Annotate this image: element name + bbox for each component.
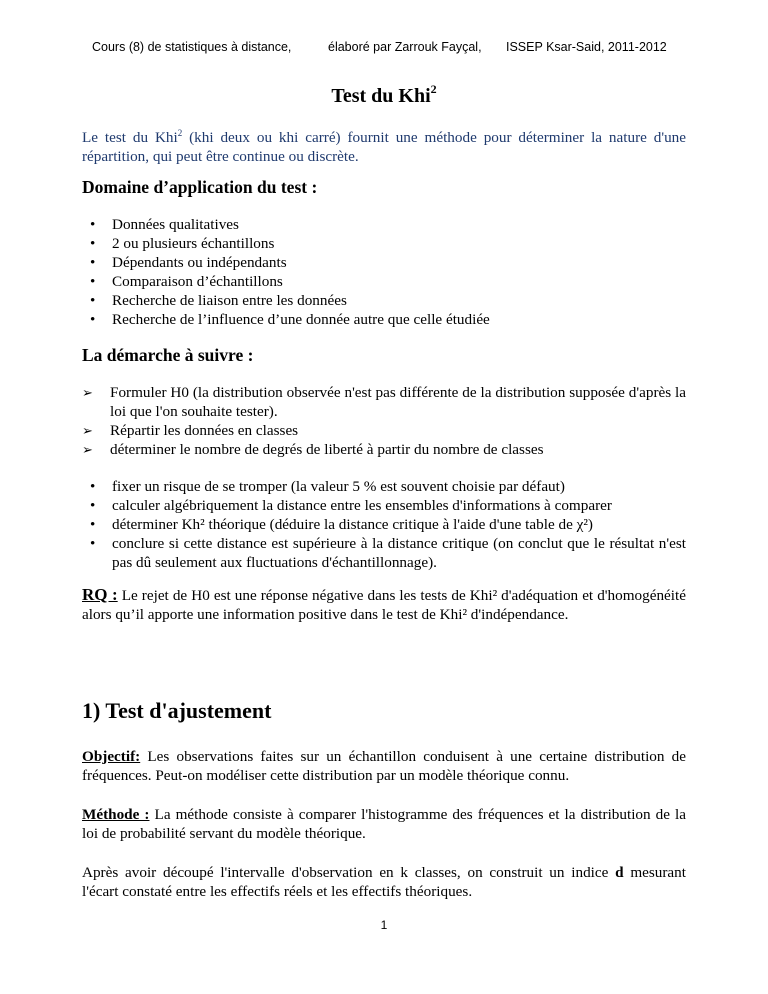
intro-superscript: 2 [177, 128, 183, 138]
method-paragraph [82, 805, 686, 843]
header-course: Cours (8) de statistiques à distance, [92, 40, 292, 54]
list-item-text: Recherche de liaison entre les données [112, 292, 347, 309]
list-item [82, 215, 490, 234]
bullet-dot-icon: • [90, 292, 96, 309]
header-institution: ISSEP Ksar-Said, 2011-2012 [506, 40, 667, 54]
title-superscript: 2 [430, 82, 437, 96]
list-item [82, 291, 490, 310]
list-item [82, 515, 686, 534]
bullet-dot-icon: • [90, 478, 96, 495]
objective-text: Les observations faites sur un échantillon conduisent à une certaine distribution de fréquences. Peut-on modéliser cette distribution par un modèle théorique connu. [82, 748, 686, 784]
bullet-dot-icon: • [90, 535, 96, 552]
bullet-dot-icon: • [90, 254, 96, 271]
final-bold-d: d [615, 864, 624, 881]
bullet-dot-icon: • [90, 311, 96, 328]
list-item [82, 421, 686, 440]
arrow-bullet-icon: ➢ [82, 385, 93, 400]
domain-heading: Domaine d’application du test : [82, 177, 318, 197]
bullet-dot-icon: • [90, 235, 96, 252]
method-text: La méthode consiste à comparer l'histogramme des fréquences et la distribution de la loi de probabilité servant du modèle théorique. [82, 806, 687, 842]
list-item-text: calculer algébriquement la distance entre les ensembles d'informations à comparer [112, 497, 612, 514]
arrow-bullet-icon: ➢ [82, 423, 93, 438]
list-item-text: Données qualitatives [112, 216, 239, 233]
list-item [82, 272, 490, 291]
remark-paragraph [82, 585, 686, 624]
list-item-text: Dépendants ou indépendants [112, 254, 287, 271]
list-item-text: Répartir les données en classes [110, 422, 299, 439]
arrow-bullet-icon: ➢ [82, 442, 93, 457]
bullet-dot-icon: • [90, 273, 96, 290]
page-number: 1 [380, 918, 388, 932]
list-item-text: Recherche de l’influence d’une donnée autre que celle étudiée [112, 311, 490, 328]
remark-label: RQ : [82, 585, 118, 604]
bullet-dot-icon: • [90, 216, 96, 233]
header-author: élaboré par Zarrouk Fayçal, [328, 40, 482, 54]
objective-paragraph [82, 747, 686, 785]
intro-text-end: (khi deux ou khi carré) fournit une méthode pour déterminer la nature d'une répartition, qui peut être continue ou discrète. [82, 129, 687, 165]
list-item-text: 2 ou plusieurs échantillons [112, 235, 275, 252]
method-label: Méthode : [82, 806, 150, 823]
domain-list [82, 215, 490, 329]
steps-bullet-list [82, 477, 686, 572]
list-item-text: conclure si cette distance est supérieure à la distance critique (on conclut que le résultat n'est pas dû seulement aux fluctuations d'échantillonnage). [112, 535, 686, 571]
final-text-end: mesurant l'écart constaté entre les effectifs réels et les effectifs théoriques. [82, 864, 686, 900]
intro-text-start: Le test du Khi [82, 129, 178, 146]
objective-label: Objectif: [82, 748, 141, 765]
list-item-text: Formuler H0 (la distribution observée n'est pas différente de la distribution supposée d'après la loi que l'on souhaite tester). [110, 384, 686, 420]
list-item-text: déterminer le nombre de degrés de liberté à partir du nombre de classes [110, 441, 544, 458]
title-text: Test du Khi [331, 85, 431, 107]
steps-heading: La démarche à suivre : [82, 345, 254, 365]
list-item [82, 234, 490, 253]
list-item [82, 383, 686, 421]
steps-arrow-list [82, 383, 686, 459]
list-item [82, 534, 686, 572]
list-item [82, 496, 686, 515]
intro-paragraph [82, 124, 686, 166]
list-item-text: déterminer Kh² théorique (déduire la distance critique à l'aide d'une table de χ²) [112, 516, 593, 533]
bullet-dot-icon: • [90, 516, 96, 533]
bullet-dot-icon: • [90, 497, 96, 514]
list-item [82, 440, 686, 459]
list-item [82, 253, 490, 272]
list-item-text: fixer un risque de se tromper (la valeur 5 % est souvent choisie par défaut) [112, 478, 565, 495]
list-item [82, 477, 686, 496]
section-heading: 1) Test d'ajustement [82, 698, 272, 723]
final-text-start: Après avoir découpé l'intervalle d'observation en k classes, on construit un indice [82, 864, 616, 881]
list-item [82, 310, 490, 329]
document-title [0, 82, 768, 108]
remark-text: Le rejet de H0 est une réponse négative dans les tests de Khi² d'adéquation et d'homogénéité alors qu’il apporte une information positive dans le test de Khi² d'indépendance. [82, 587, 686, 623]
final-paragraph [82, 863, 686, 901]
list-item-text: Comparaison d’échantillons [112, 273, 283, 290]
